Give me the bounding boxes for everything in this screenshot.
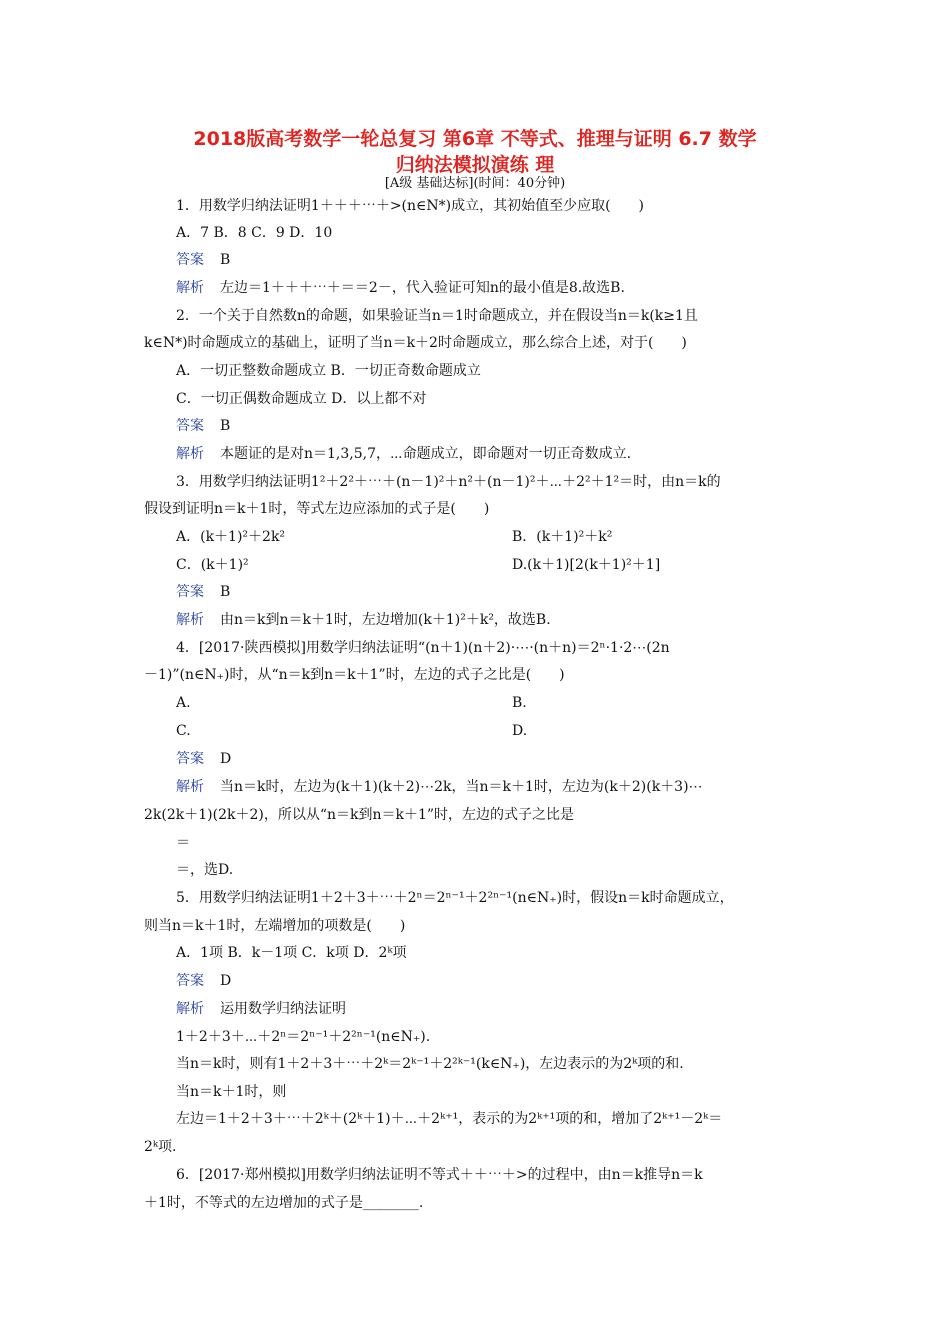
answer-label: 答案	[176, 252, 204, 268]
q1-answer-line	[176, 250, 230, 270]
analysis-label: 解析	[176, 1001, 204, 1017]
q4-analysis-2: 2k(2k＋1)(2k＋2)，所以从“n＝k到n＝k＋1”时，左边的式子之比是	[144, 807, 575, 823]
q4-answer: D	[220, 751, 232, 767]
q3-option-c: C．(k＋1)²	[176, 557, 249, 573]
q4-option-d: D.	[512, 723, 528, 739]
q4-analysis-4: ＝，选D.	[176, 862, 234, 878]
q1-analysis: 左边＝1＋＋＋⋯＋＝＝2－，代入验证可知n的最小值是8.故选B.	[220, 280, 625, 296]
q4-stem-2: －1)”(n∈N₊)时，从“n＝k到n＝k＋1”时，左边的式子之比是( )	[144, 667, 565, 683]
analysis-label: 解析	[176, 280, 204, 296]
q1-analysis-line	[176, 278, 625, 298]
q3-stem-1: 3．用数学归纳法证明1²＋2²＋⋯＋(n－1)²＋n²＋(n－1)²＋⋯＋2²＋1²＝时，由n＝k的	[176, 474, 721, 490]
q6-stem-1: 6．[2017·郑州模拟]用数学归纳法证明不等式＋＋⋯＋>的过程中，由n＝k推导n＝k	[176, 1167, 703, 1183]
q5-analysis-5: 左边＝1＋2＋3＋⋯＋2ᵏ＋(2ᵏ＋1)＋⋯＋2ᵏ⁺¹，表示的为2ᵏ⁺¹项的和，增加了2ᵏ⁺¹－2ᵏ＝	[176, 1111, 723, 1127]
q5-answer-line	[176, 971, 231, 991]
q5-analysis-6: 2ᵏ项.	[144, 1139, 177, 1155]
answer-label: 答案	[176, 973, 204, 989]
q3-option-a: A．(k＋1)²＋2k²	[176, 529, 286, 545]
answer-label: 答案	[176, 751, 204, 767]
q3-stem-2: 假设到证明n＝k＋1时，等式左边应添加的式子是( )	[144, 501, 490, 517]
q3-answer-line	[176, 582, 230, 602]
q5-analysis-3: 当n＝k时，则有1＋2＋3＋⋯＋2ᵏ＝2ᵏ⁻¹＋2²ᵏ⁻¹(k∈N₊)，左边表示的为2ᵏ项的和.	[176, 1056, 684, 1072]
q5-analysis-line	[176, 999, 346, 1019]
q1-options: A．7 B．8 C．9 D．10	[176, 225, 333, 241]
q2-analysis-line	[176, 444, 631, 464]
q5-options: A．1项 B．k－1项 C．k项 D．2ᵏ项	[176, 945, 407, 961]
q3-analysis: 由n＝k到n＝k＋1时，左边增加(k＋1)²＋k²，故选B.	[220, 612, 551, 628]
answer-label: 答案	[176, 418, 204, 434]
q5-analysis-4: 当n＝k＋1时，则	[176, 1084, 287, 1100]
q2-answer-line	[176, 416, 230, 436]
q5-answer: D	[220, 973, 232, 989]
q5-stem-2: 则当n＝k＋1时，左端增加的项数是( )	[144, 918, 406, 934]
section-subtitle: [A级 基础达标](时间：40分钟)	[384, 176, 566, 191]
q4-analysis-3: ＝	[176, 835, 190, 851]
q3-analysis-line	[176, 610, 551, 630]
q4-option-c: C.	[176, 723, 191, 739]
q4-stem-1: 4．[2017·陕西模拟]用数学归纳法证明“(n＋1)(n＋2)·⋯·(n＋n)＝2ⁿ·1·2⋯(2n	[176, 640, 670, 656]
answer-label: 答案	[176, 584, 204, 600]
q1-answer: B	[220, 252, 231, 268]
q2-options-ab: A．一切正整数命题成立 B．一切正奇数命题成立	[176, 363, 481, 379]
q2-stem-1: 2．一个关于自然数n的命题，如果验证当n＝1时命题成立，并在假设当n＝k(k≥1且	[176, 308, 698, 324]
q5-analysis-2: 1＋2＋3＋⋯＋2ⁿ＝2ⁿ⁻¹＋2²ⁿ⁻¹(n∈N₊).	[176, 1029, 431, 1045]
q6-stem-2: ＋1时，不等式的左边增加的式子是________.	[144, 1195, 424, 1211]
q4-analysis-line	[176, 777, 703, 797]
analysis-label: 解析	[176, 446, 204, 462]
q2-stem-2: k∈N*)时命题成立的基础上，证明了当n＝k＋2时命题成立，那么综合上述，对于( )	[144, 335, 687, 351]
document-title-line-2: 归纳法模拟演练 理	[395, 154, 555, 176]
q3-option-b: B．(k＋1)²＋k²	[512, 529, 613, 545]
analysis-label: 解析	[176, 779, 204, 795]
q4-analysis-1: 当n＝k时，左边为(k＋1)(k＋2)⋯2k，当n＝k＋1时，左边为(k＋2)(k＋3)⋯	[220, 779, 703, 795]
q5-analysis-1: 运用数学归纳法证明	[220, 1001, 346, 1017]
document-title-line-1: 2018版高考数学一轮总复习 第6章 不等式、推理与证明 6.7 数学	[193, 128, 757, 150]
q3-answer: B	[220, 584, 231, 600]
analysis-label: 解析	[176, 612, 204, 628]
q4-option-a: A.	[176, 695, 191, 711]
q3-option-d: D.(k＋1)[2(k＋1)²＋1]	[512, 557, 661, 573]
q1-stem: 1．用数学归纳法证明1＋＋＋⋯＋>(n∈N*)成立，其初始值至少应取( )	[176, 198, 645, 214]
q4-answer-line	[176, 749, 231, 769]
q4-option-b: B.	[512, 695, 527, 711]
q2-options-cd: C．一切正偶数命题成立 D．以上都不对	[176, 391, 427, 407]
q2-answer: B	[220, 418, 231, 434]
q2-analysis: 本题证的是对n＝1,3,5,7，⋯命题成立，即命题对一切正奇数成立.	[220, 446, 632, 462]
q5-stem-1: 5．用数学归纳法证明1＋2＋3＋⋯＋2ⁿ＝2ⁿ⁻¹＋2²ⁿ⁻¹(n∈N₊)时，假设n＝k时命题成立，	[176, 890, 734, 906]
